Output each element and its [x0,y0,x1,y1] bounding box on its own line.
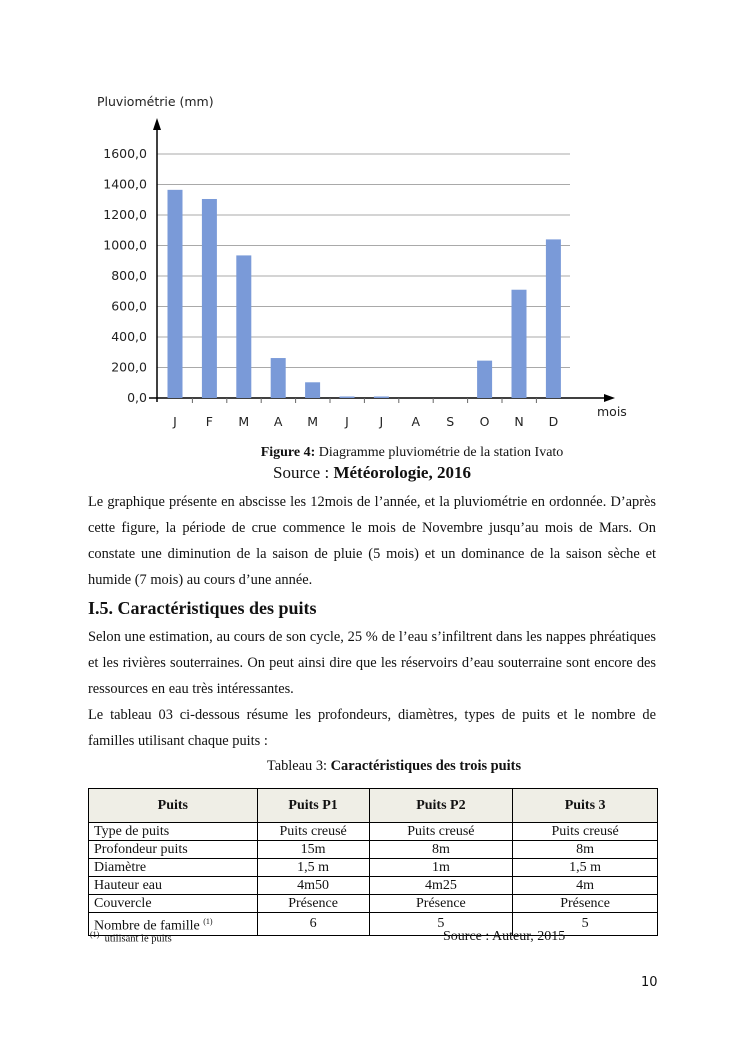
y-tick-label: 0,0 [127,390,147,405]
y-tick-label: 1200,0 [103,207,147,222]
figure-label: Figure 4: [260,445,316,460]
figure-source-bold: Météorologie, 2016 [333,463,471,482]
table-caption [0,758,744,775]
x-tick-label: S [446,414,455,429]
y-tick-label: 1600,0 [103,146,147,161]
rainfall-chart [90,90,650,430]
bar [168,190,183,398]
bar [305,382,320,398]
x-tick-label: M [307,414,318,429]
bar [512,290,527,398]
bar [477,361,492,398]
table-cell: 1m [369,859,513,877]
wells-table [88,788,658,936]
table-cell: 8m [369,841,513,859]
famille-label: Nombre de famille [94,918,200,934]
x-tick-label: N [514,414,524,429]
x-tick-label: J [345,414,349,429]
table-cell: 15m [257,841,369,859]
table-cell: 4m [513,877,658,895]
page-number: 10 [641,975,658,990]
table-header: Puits P1 [257,789,369,823]
table-cell: Hauteur eau [89,877,258,895]
y-tick-label: 400,0 [111,329,147,344]
table-cell: 4m25 [369,877,513,895]
table-footnote [90,930,172,945]
table-cell: 1,5 m [257,859,369,877]
paragraph-table-intro: Le tableau 03 ci-dessous résume les profondeurs, diamètres, types de puits et le nombre de familles utilisant chaque puits : [88,707,656,749]
table-cell: 6 [257,913,369,936]
table-row [89,877,658,895]
x-tick-label: F [205,414,214,429]
y-axis-title: Pluviométrie (mm) [97,94,214,109]
table-header: Puits [89,789,258,823]
table-cell: Présence [513,895,658,913]
footnote-text: utilisant le puits [104,933,172,945]
x-tick-label: O [479,414,490,429]
table-cell: Présence [257,895,369,913]
table-cell: Puits creusé [369,823,513,841]
bar [271,358,286,398]
table-cell: 5 [513,913,658,936]
bar [340,396,355,398]
x-tick-label: J [379,414,384,429]
table-cell: Présence [369,895,513,913]
x-axis-arrow [604,394,615,402]
bar [236,255,251,398]
bar [202,199,217,398]
y-tick-label: 1400,0 [103,176,147,192]
x-tick-label: A [273,414,283,429]
table-cell: Puits creusé [257,823,369,841]
rainfall-chart-svg [90,90,650,430]
x-tick-label: J [173,414,177,429]
bar [546,239,561,398]
figure-source [0,463,744,483]
table-cell: 4m50 [257,877,369,895]
table-row [89,859,658,877]
table-cell: Diamètre [89,859,258,877]
table-cell: Puits creusé [513,823,658,841]
figure-caption-text: Diagramme pluviométrie de la station Ivato [318,445,564,460]
table-header: Puits P2 [369,789,513,823]
figure-source-prefix: Source : [273,463,334,482]
table-caption-prefix: Tableau 3: [266,758,331,774]
table-cell: 1,5 m [513,859,658,877]
table-row [89,895,658,913]
table-cell: Profondeur puits [89,841,258,859]
footnote-mark: (1) [90,930,100,939]
section-heading: I.5. Caractéristiques des puits [88,598,317,618]
paragraph-chart-description: Le graphique présente en abscisse les 12mois de l’année, et la pluviométrie en ordonnée. D’après cette figure, la période de crue commence le mois de Novembre jusqu’au mois de Mars. On constate une diminution de la saison de pluie (5 mois) et un dominance de la saison sèche et humide (7 mois) au cours d’une année. [88,494,656,588]
table-cell: 8m [513,841,658,859]
x-tick-label: M [238,414,250,429]
x-tick-label: A [411,414,421,429]
table-row [89,913,658,936]
table-row [89,841,658,859]
table-header: Puits 3 [513,789,658,823]
y-tick-label: 600,0 [111,298,147,314]
bar [374,396,389,398]
table-row [89,823,658,841]
table-cell: Type de puits [89,823,258,841]
y-tick-label: 200,0 [111,359,147,375]
y-tick-label: 1000,0 [103,237,147,253]
x-axis-title: mois [597,404,627,419]
table-cell: 5 [369,913,513,936]
table-source: Source : Auteur, 2015 [443,929,566,944]
x-tick-label: D [548,414,559,429]
table-caption-bold: Caractéristiques des trois puits [330,758,522,774]
y-tick-label: 800,0 [111,268,147,283]
y-axis-arrow [153,118,161,130]
table-header-row [89,789,658,823]
note-mark: (1) [203,917,213,926]
figure-caption [40,445,744,461]
paragraph-infiltration: Selon une estimation, au cours de son cycle, 25 % de l’eau s’infiltrent dans les nappes phréatiques et les rivières souterraines. On peut ainsi dire que les réservoirs d’eau souterraine sont encore des ressources en eau très intéressantes. [88,629,656,697]
table-cell: Couvercle [89,895,258,913]
